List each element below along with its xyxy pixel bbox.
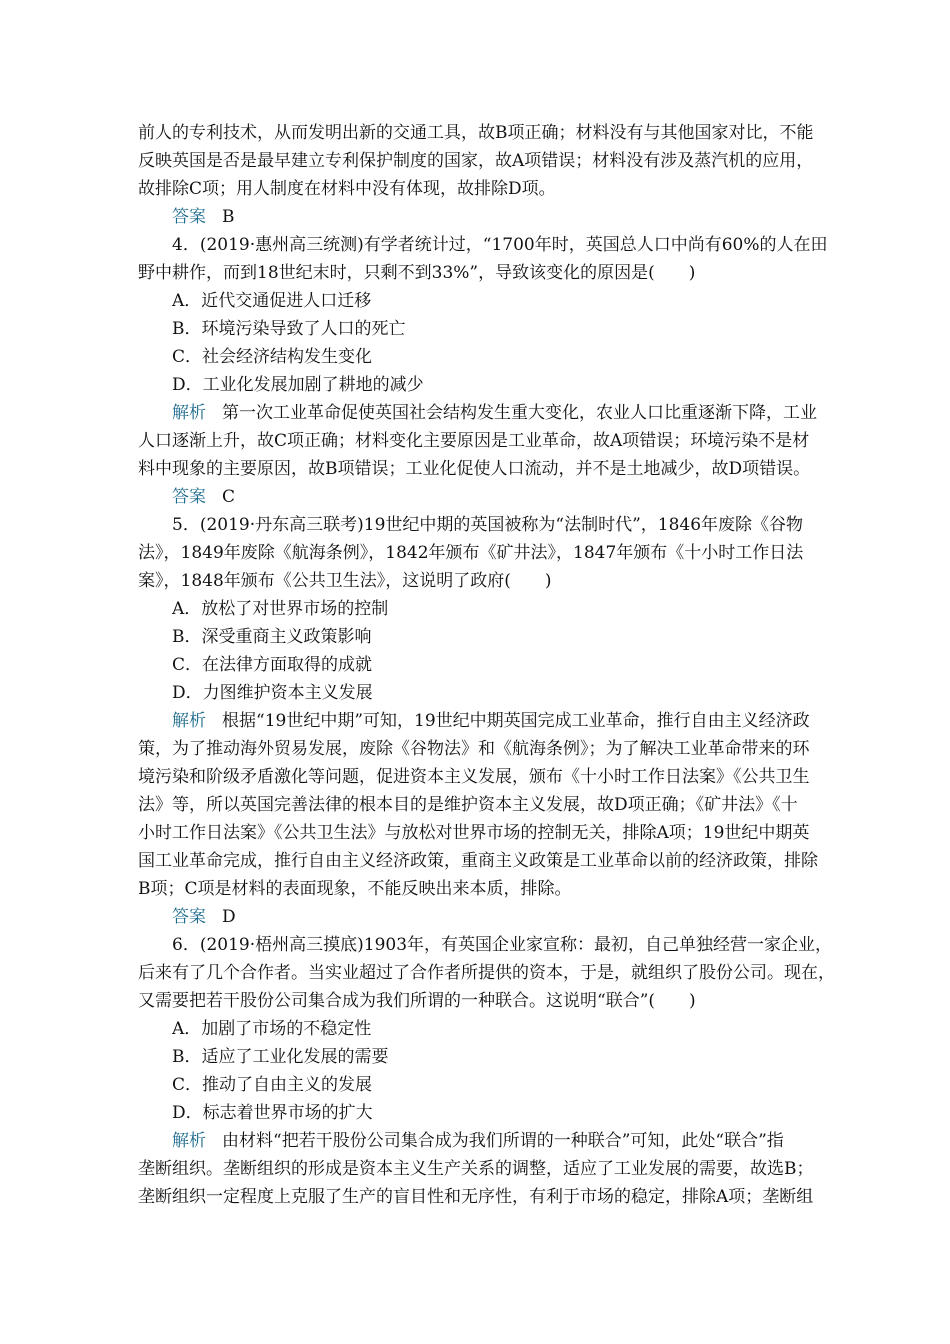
analysis-line: 垄断组织。垄断组织的形成是资本主义生产关系的调整，适应了工业发展的需要，故选B； (138, 1159, 814, 1179)
text-line: 前人的专利技术，从而发明出新的交通工具，故B项正确；材料没有与其他国家对比，不能 (138, 123, 814, 143)
option-c: C．在法律方面取得的成就 (172, 655, 373, 675)
analysis-line: 解析 根据“19世纪中期”可知，19世纪中期英国完成工业革命，推行自由主义经济政 (172, 711, 810, 731)
analysis-label: 解析 (172, 1131, 206, 1151)
question-4-stem-cont: 野中耕作，而到18世纪末时，只剩不到33%”，导致该变化的原因是( ) (138, 263, 696, 283)
option-b: B．深受重商主义政策影响 (172, 627, 372, 647)
answer-value: B (222, 207, 235, 227)
option-d: D．力图维护资本主义发展 (172, 683, 373, 703)
answer-label: 答案 (172, 907, 206, 927)
analysis-line: 策，为了推动海外贸易发展，废除《谷物法》和《航海条例》；为了解决工业革命带来的环 (138, 739, 810, 759)
question-6-stem: 6．(2019·梧州高三摸底)1903年，有英国企业家宣称：最初，自己单独经营一家企业， (172, 935, 833, 955)
analysis-line: 人口逐渐上升，故C项正确；材料变化主要原因是工业革命，故A项错误；环境污染不是材 (138, 431, 810, 451)
option-a: A．放松了对世界市场的控制 (172, 599, 389, 619)
analysis-label: 解析 (172, 403, 206, 423)
answer-label: 答案 (172, 487, 206, 507)
text-line: 反映英国是否是最早建立专利保护制度的国家，故A项错误；材料没有涉及蒸汽机的应用， (138, 151, 814, 171)
answer-value: D (222, 907, 236, 927)
answer-line (172, 487, 818, 507)
answer-line (172, 907, 818, 927)
analysis-line: 解析 由材料“把若干股份公司集合成为我们所谓的一种联合”可知，此处“联合”指 (172, 1131, 784, 1151)
question-5-stem: 5．(2019·丹东高三联考)19世纪中期的英国被称为“法制时代”，1846年废除《谷物 (172, 515, 804, 535)
option-c: C．社会经济结构发生变化 (172, 347, 373, 367)
answer-line (172, 207, 818, 227)
answer-label: 答案 (172, 207, 206, 227)
question-5-stem-cont: 案》，1848年颁布《公共卫生法》，这说明了政府( ) (138, 571, 552, 591)
analysis-line: B项；C项是材料的表面现象，不能反映出来本质，排除。 (138, 879, 572, 899)
analysis-line: 垄断组织一定程度上克服了生产的盲目性和无序性，有利于市场的稳定，排除A项；垄断组 (138, 1187, 814, 1207)
analysis-line: 小时工作日法案》《公共卫生法》与放松对世界市场的控制无关，排除A项；19世纪中期英 (138, 823, 810, 843)
option-d: D．工业化发展加剧了耕地的减少 (172, 375, 424, 395)
question-5-stem-cont: 法》，1849年废除《航海条例》，1842年颁布《矿井法》，1847年颁布《十小时工作日法 (138, 543, 804, 563)
question-4-stem: 4．(2019·惠州高三统测)有学者统计过，“1700年时，英国总人口中尚有60%的人在田 (172, 235, 828, 255)
option-a: A．加剧了市场的不稳定性 (172, 1019, 372, 1039)
option-a: A．近代交通促进人口迁移 (172, 291, 372, 311)
analysis-line: 境污染和阶级矛盾激化等问题，促进资本主义发展，颁布《十小时工作日法案》《公共卫生 (138, 767, 810, 787)
analysis-line: 料中现象的主要原因，故B项错误；工业化促使人口流动，并不是土地减少，故D项错误。 (138, 459, 811, 479)
option-c: C．推动了自由主义的发展 (172, 1075, 373, 1095)
analysis-line: 国工业革命完成，推行自由主义经济政策，重商主义政策是工业革命以前的经济政策，排除 (138, 851, 818, 871)
answer-value: C (222, 487, 236, 507)
text-line: 故排除C项；用人制度在材料中没有体现，故排除D项。 (138, 179, 556, 199)
analysis-line: 法》等，所以英国完善法律的根本目的是维护资本主义发展，故D项正确；《矿井法》《十 (138, 795, 798, 815)
option-b: B．环境污染导致了人口的死亡 (172, 319, 406, 339)
question-6-stem-cont: 又需要把若干股份公司集合成为我们所谓的一种联合。这说明“联合”( ) (138, 991, 696, 1011)
option-d: D．标志着世界市场的扩大 (172, 1103, 373, 1123)
analysis-line: 解析 第一次工业革命促使英国社会结构发生重大变化，农业人口比重逐渐下降，工业 (172, 403, 817, 423)
question-6-stem-cont: 后来有了几个合作者。当实业超过了合作者所提供的资本，于是，就组织了股份公司。现在， (138, 963, 835, 983)
analysis-label: 解析 (172, 711, 206, 731)
option-b: B．适应了工业化发展的需要 (172, 1047, 389, 1067)
